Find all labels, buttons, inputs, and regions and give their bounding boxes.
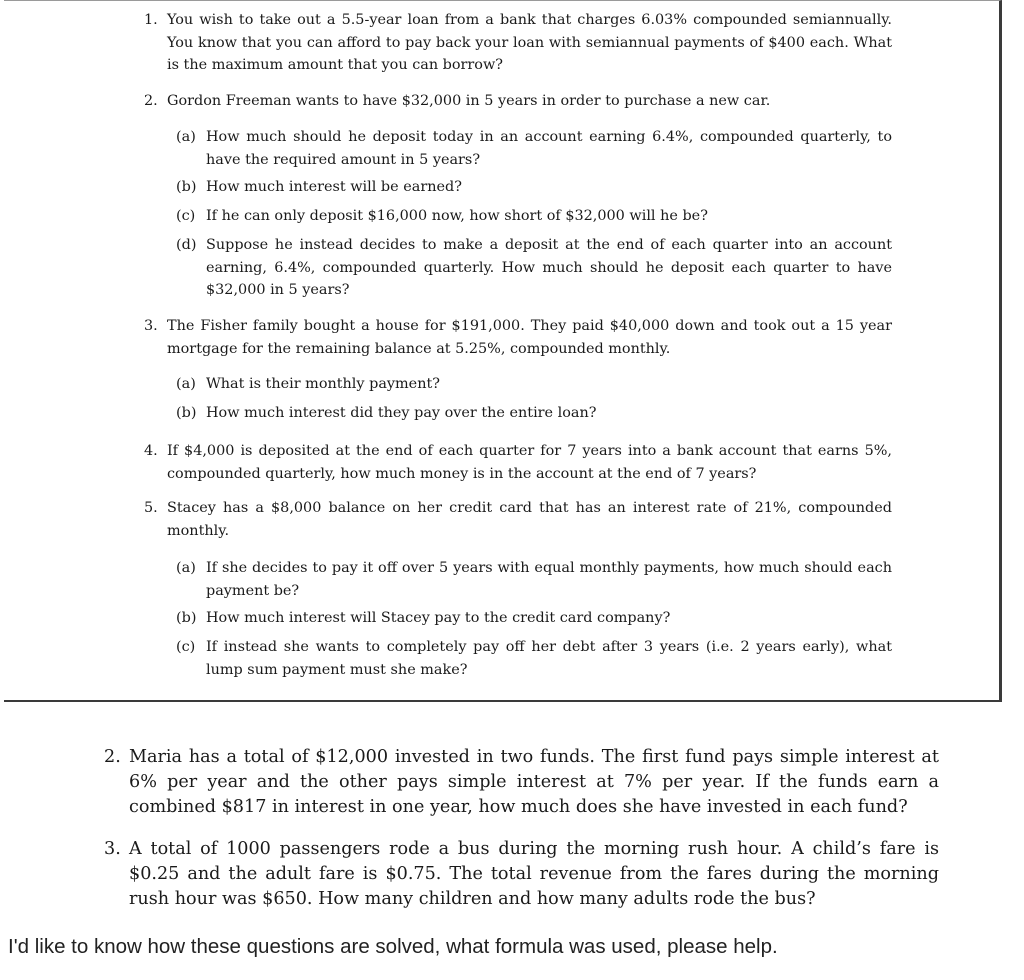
- subpart-label: (b): [176, 179, 197, 195]
- problem-number: 3.: [144, 318, 158, 334]
- problem-number: 2.: [144, 93, 158, 109]
- problem-number: 4.: [144, 443, 158, 459]
- problem-text: If $4,000 is deposited at the end of each quarter for 7 years into a bank account that earns 5%, compounded quarterly, how much money is in the account at the end of 7 years?: [167, 443, 892, 482]
- problem-text: A total of 1000 passengers rode a bus during the morning rush hour. A child’s fare is $0.25 and the adult fare is $0.75. The total revenue from the fares during the morning rush hour was $650. How many children and how many adults rode the bus?: [129, 839, 939, 909]
- problem-number: 1.: [144, 12, 158, 28]
- subpart-label: (a): [176, 129, 196, 145]
- subpart-label: (b): [176, 610, 197, 626]
- problem-number: 5.: [144, 500, 158, 516]
- problem-text: You wish to take out a 5.5-year loan from a bank that charges 6.03% compounded semiannually. You know that you can afford to pay back your loan with semiannual payments of $400 each. What is the maximum amount that you can borrow?: [167, 12, 892, 74]
- problem-set-panel: [4, 0, 1002, 702]
- subpart-text: If he can only deposit $16,000 now, how short of $32,000 will he be?: [206, 208, 708, 224]
- problem-text: The Fisher family bought a house for $191,000. They paid $40,000 down and took out a 15 year mortgage for the remaining balance at 5.25%, compounded monthly.: [167, 318, 892, 357]
- subpart-text: How much interest will Stacey pay to the credit card company?: [206, 610, 671, 626]
- subpart-text: Suppose he instead decides to make a deposit at the end of each quarter into an account earning, 6.4%, compounded quarterly. How much should he deposit each quarter to have $32,000 in 5 years?: [206, 237, 892, 299]
- subpart-text: If she decides to pay it off over 5 years with equal monthly payments, how much should each payment be?: [206, 560, 892, 599]
- subpart-label: (c): [176, 208, 196, 224]
- subpart-text: How much should he deposit today in an account earning 6.4%, compounded quarterly, to have the required amount in 5 years?: [206, 129, 892, 168]
- subpart-label: (a): [176, 376, 196, 392]
- problem-text: Maria has a total of $12,000 invested in two funds. The first fund pays simple interest at 6% per year and the other pays simple interest at 7% per year. If the funds earn a combined $817 in interest in one year, how much does she have invested in each fund?: [129, 747, 939, 817]
- subpart-text: What is their monthly payment?: [206, 376, 440, 392]
- problem-text: Stacey has a $8,000 balance on her credit card that has an interest rate of 21%, compounded monthly.: [167, 500, 892, 539]
- problem-number: 2.: [104, 747, 121, 767]
- subpart-text: How much interest will be earned?: [206, 179, 462, 195]
- subpart-label: (b): [176, 405, 197, 421]
- subpart-label: (a): [176, 560, 196, 576]
- subpart-text: If instead she wants to completely pay off her debt after 3 years (i.e. 2 years early), what lump sum payment must she make?: [206, 639, 892, 678]
- subpart-label: (c): [176, 639, 196, 655]
- problem-number: 3.: [104, 839, 121, 859]
- subpart-label: (d): [176, 237, 197, 253]
- help-request-text: I'd like to know how these questions are solved, what formula was used, please help.: [8, 935, 778, 958]
- problem-text: Gordon Freeman wants to have $32,000 in 5 years in order to purchase a new car.: [167, 93, 771, 109]
- subpart-text: How much interest did they pay over the entire loan?: [206, 405, 597, 421]
